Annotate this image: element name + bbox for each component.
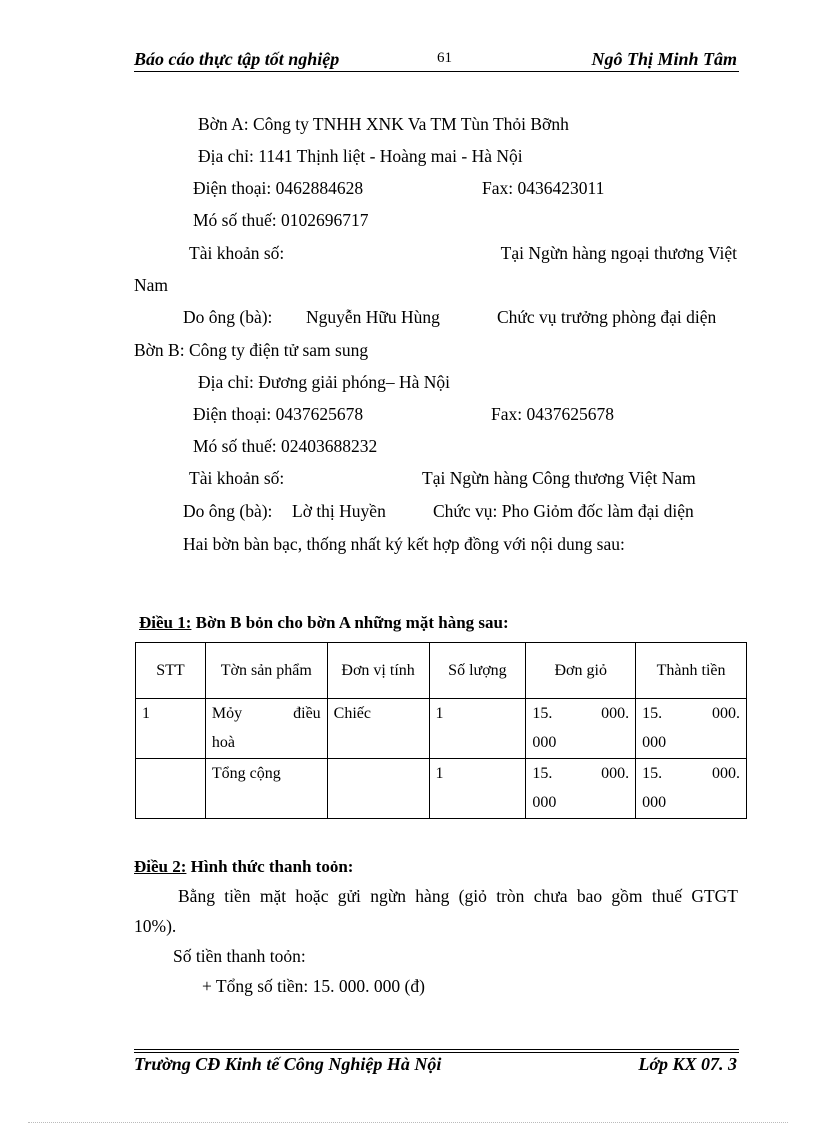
article-1-text: Bờn B bỏn cho bờn A những mặt hàng sau: [191, 613, 509, 632]
party-a-bank: Tại Ngừn hàng ngoại thương Việt [500, 243, 737, 263]
items-table [135, 642, 747, 819]
row1-total-part: 000 [642, 734, 667, 751]
article-2-text: Hình thức thanh toỏn: [186, 857, 354, 876]
payment-amount-total: + Tổng số tiền: 15. 000. 000 (đ) [202, 976, 425, 996]
party-a-address: Địa chỉ: 1141 Thịnh liệt - Hoàng mai - Hà Nội [198, 146, 523, 166]
row1-product-word: Mỏy [211, 705, 243, 722]
col-stt: STT [136, 643, 206, 699]
row2-stt [136, 759, 206, 819]
header-rule [134, 71, 739, 72]
payment-method-cont: 10%). [134, 916, 177, 936]
col-qty: Số lượng [429, 643, 526, 699]
party-b-fax: Fax: 0437625678 [491, 404, 614, 424]
row2-total-part: 15. [642, 765, 663, 782]
party-b-rep-name: Lờ thị Huyền [292, 501, 386, 521]
row1-stt: 1 [136, 699, 206, 759]
party-b-bank: Tại Ngừn hàng Công thương Việt Nam [422, 468, 696, 488]
header-title: Báo cáo thực tập tốt nghiệp [134, 49, 340, 69]
party-b-rep-label: Do ông (bà): [183, 501, 273, 521]
row2-price-part: 000. [601, 765, 630, 782]
row1-total-part: 000. [712, 705, 740, 722]
article-1-label: Điều 1: [139, 613, 192, 632]
agreement-text: Hai bờn bàn bạc, thống nhất ký kết hợp đồng với nội dung sau: [183, 534, 625, 554]
row2-product: Tổng cộng [205, 759, 327, 819]
party-b-account: Tài khoản số: [189, 468, 285, 488]
row1-product-word: hoà [211, 734, 236, 751]
col-unit: Đơn vị tính [327, 643, 429, 699]
row1-total-part: 15. [642, 705, 663, 722]
row2-price [526, 759, 636, 819]
party-a-fax: Fax: 0436423011 [482, 178, 605, 198]
party-b-name: Bờn B: Công ty điện tử sam sung [134, 340, 369, 360]
party-a-tax: Mó số thuế: 0102696717 [193, 210, 369, 230]
article-2-label: Điều 2: [134, 857, 187, 876]
row1-price-part: 000 [532, 734, 557, 751]
party-a-rep-title: Chức vụ trưởng phòng đại diện [497, 307, 717, 327]
row2-total-part: 000. [712, 765, 740, 782]
row2-total-part: 000 [642, 794, 667, 811]
row2-unit [327, 759, 429, 819]
row1-total [636, 699, 747, 759]
party-a-rep-label: Do ông (bà): [183, 307, 273, 327]
article-2-heading [134, 857, 353, 877]
party-b-phone: Điện thoại: 0437625678 [193, 404, 364, 424]
col-product: Tờn sản phẩm [205, 643, 327, 699]
row1-price [526, 699, 636, 759]
party-a-phone: Điện thoại: 0462884628 [193, 178, 364, 198]
page-number: 61 [437, 50, 452, 66]
row1-price-part: 15. [532, 705, 553, 722]
party-a-rep-name: Nguyễn Hữu Hùng [306, 307, 440, 327]
row2-price-part: 15. [532, 765, 553, 782]
row2-total [636, 759, 747, 819]
header-author: Ngô Thị Minh Tâm [591, 49, 737, 69]
col-total: Thành tiền [636, 643, 747, 699]
row2-price-part: 000 [532, 794, 557, 811]
payment-method: Bằng tiền mặt hoặc gửi ngừn hàng (giỏ tròn chưa bao gồm thuế GTGT [178, 886, 738, 906]
footer-school: Trường CĐ Kinh tế Công Nghiệp Hà Nội [134, 1054, 442, 1074]
party-a-bank-cont: Nam [134, 275, 169, 295]
table-row [136, 759, 747, 819]
footer-rule-top [134, 1049, 739, 1050]
table-header-row [136, 643, 747, 699]
party-b-tax: Mó số thuế: 02403688232 [193, 436, 378, 456]
row1-product [205, 699, 327, 759]
party-b-rep-title: Chức vụ: Pho Giỏm đốc làm đại diện [433, 501, 694, 521]
party-a-account: Tài khoản số: [189, 243, 285, 263]
footer-rule-bottom [134, 1052, 739, 1053]
row1-product-word: điều [293, 705, 321, 722]
col-price: Đơn giỏ [526, 643, 636, 699]
payment-amount-label: Số tiền thanh toỏn: [173, 946, 306, 966]
row1-unit: Chiếc [327, 699, 429, 759]
party-b-address: Địa chỉ: Đương giải phóng– Hà Nội [198, 372, 451, 392]
table-row [136, 699, 747, 759]
party-a-name: Bờn A: Công ty TNHH XNK Va TM Tùn Thỏi Bỡnh [198, 114, 569, 134]
row2-qty: 1 [429, 759, 526, 819]
row1-qty: 1 [429, 699, 526, 759]
footer-class: Lớp KX 07. 3 [638, 1054, 737, 1074]
article-1-heading [139, 613, 509, 633]
row1-price-part: 000. [601, 705, 630, 722]
